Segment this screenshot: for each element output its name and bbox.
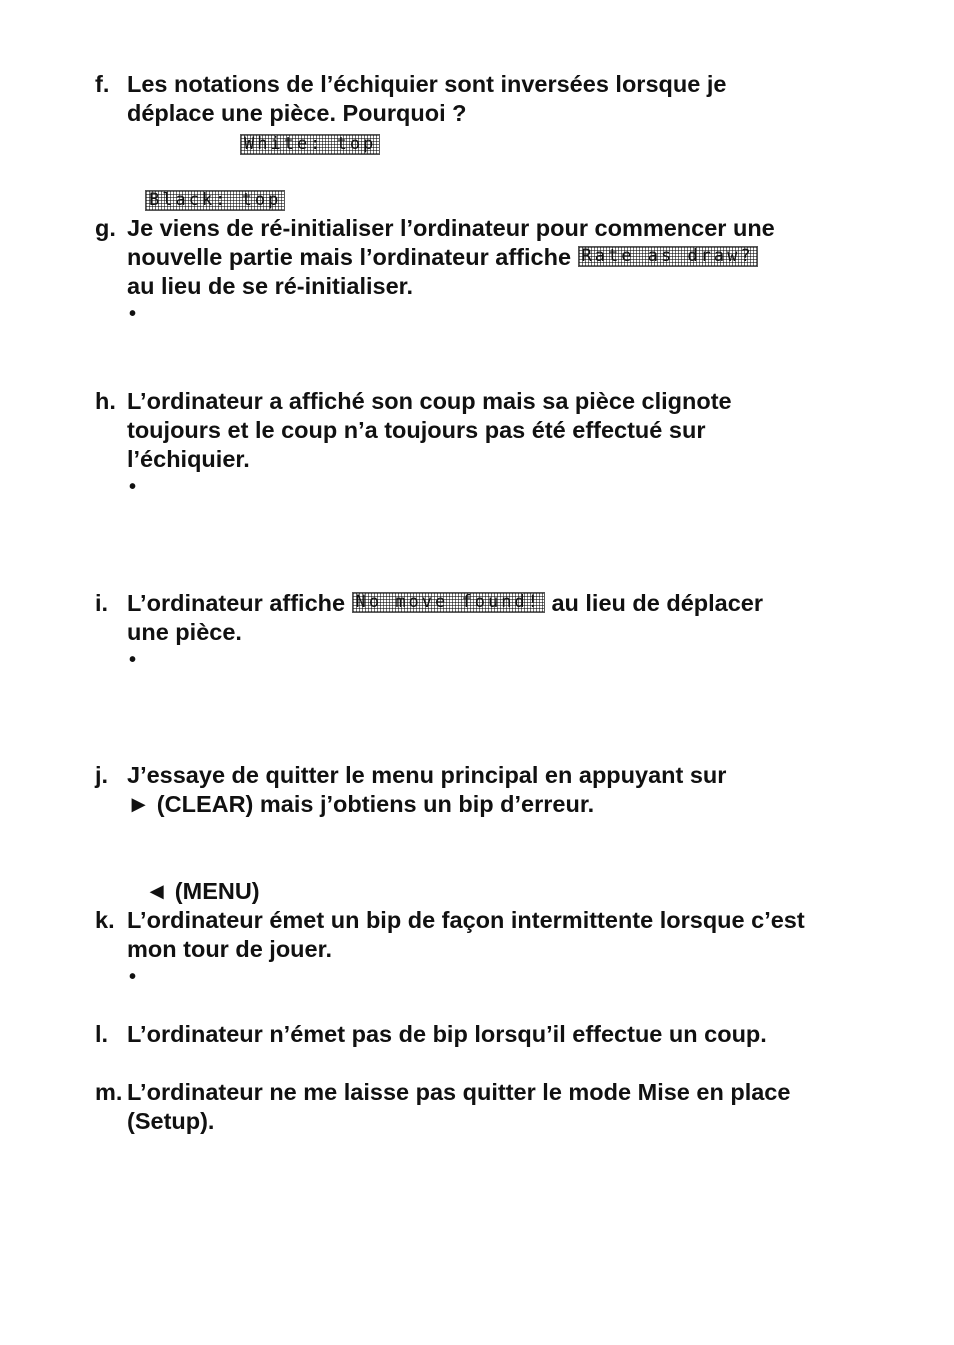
item-text-line: J’essaye de quitter le menu principal en appuyant sur bbox=[127, 762, 727, 788]
item-text-line: Les notations de l’échiquier sont inversées lorsque je bbox=[127, 71, 727, 97]
item-text-line: une pièce. bbox=[127, 619, 242, 645]
bullet-point: • bbox=[129, 966, 137, 988]
item-letter: m. bbox=[95, 1079, 123, 1105]
item-text-line: au lieu de se ré-initialiser. bbox=[127, 273, 414, 299]
item-text-line bbox=[127, 589, 763, 618]
bullet-point: • bbox=[129, 649, 137, 671]
item-text-segment: nouvelle partie mais l’ordinateur affiche bbox=[127, 244, 572, 270]
item-text-line: (Setup). bbox=[127, 1108, 215, 1134]
item-text-line: ► (CLEAR) mais j’obtiens un bip d’erreur. bbox=[127, 791, 595, 817]
item-text-segment: au lieu de déplacer bbox=[551, 590, 764, 616]
item-letter: j. bbox=[95, 762, 109, 788]
item-text-line: Je viens de ré-initialiser l’ordinateur pour commencer une bbox=[127, 215, 775, 241]
item-letter: l. bbox=[95, 1021, 109, 1047]
item-text-line: L’ordinateur émet un bip de façon intermittente lorsque c’est bbox=[127, 907, 805, 933]
item-text-line: ◄ (MENU) bbox=[145, 878, 260, 904]
lcd-display-text: No move found! bbox=[352, 592, 545, 613]
item-letter: g. bbox=[95, 215, 116, 241]
item-text-line: l’échiquier. bbox=[127, 446, 250, 472]
lcd-display-text: Rate as draw? bbox=[578, 246, 758, 267]
item-text-line: L’ordinateur ne me laisse pas quitter le mode Mise en place bbox=[127, 1079, 791, 1105]
item-letter: i. bbox=[95, 590, 109, 616]
item-text-segment: L’ordinateur affiche bbox=[127, 590, 346, 616]
lcd-display-text: Black: top bbox=[145, 190, 285, 211]
item-letter: h. bbox=[95, 388, 116, 414]
bullet-point: • bbox=[129, 476, 137, 498]
item-text-line: déplace une pièce. Pourquoi ? bbox=[127, 100, 467, 126]
item-text-line: toujours et le coup n’a toujours pas été effectué sur bbox=[127, 417, 706, 443]
item-letter: f. bbox=[95, 71, 110, 97]
item-text-line bbox=[127, 243, 758, 272]
item-text-line: L’ordinateur n’émet pas de bip lorsqu’il effectue un coup. bbox=[127, 1021, 767, 1047]
item-letter: k. bbox=[95, 907, 115, 933]
item-text-line: mon tour de jouer. bbox=[127, 936, 332, 962]
lcd-display-text: White: top bbox=[240, 134, 380, 155]
item-text-line: L’ordinateur a affiché son coup mais sa pièce clignote bbox=[127, 388, 732, 414]
bullet-point: • bbox=[129, 303, 137, 325]
